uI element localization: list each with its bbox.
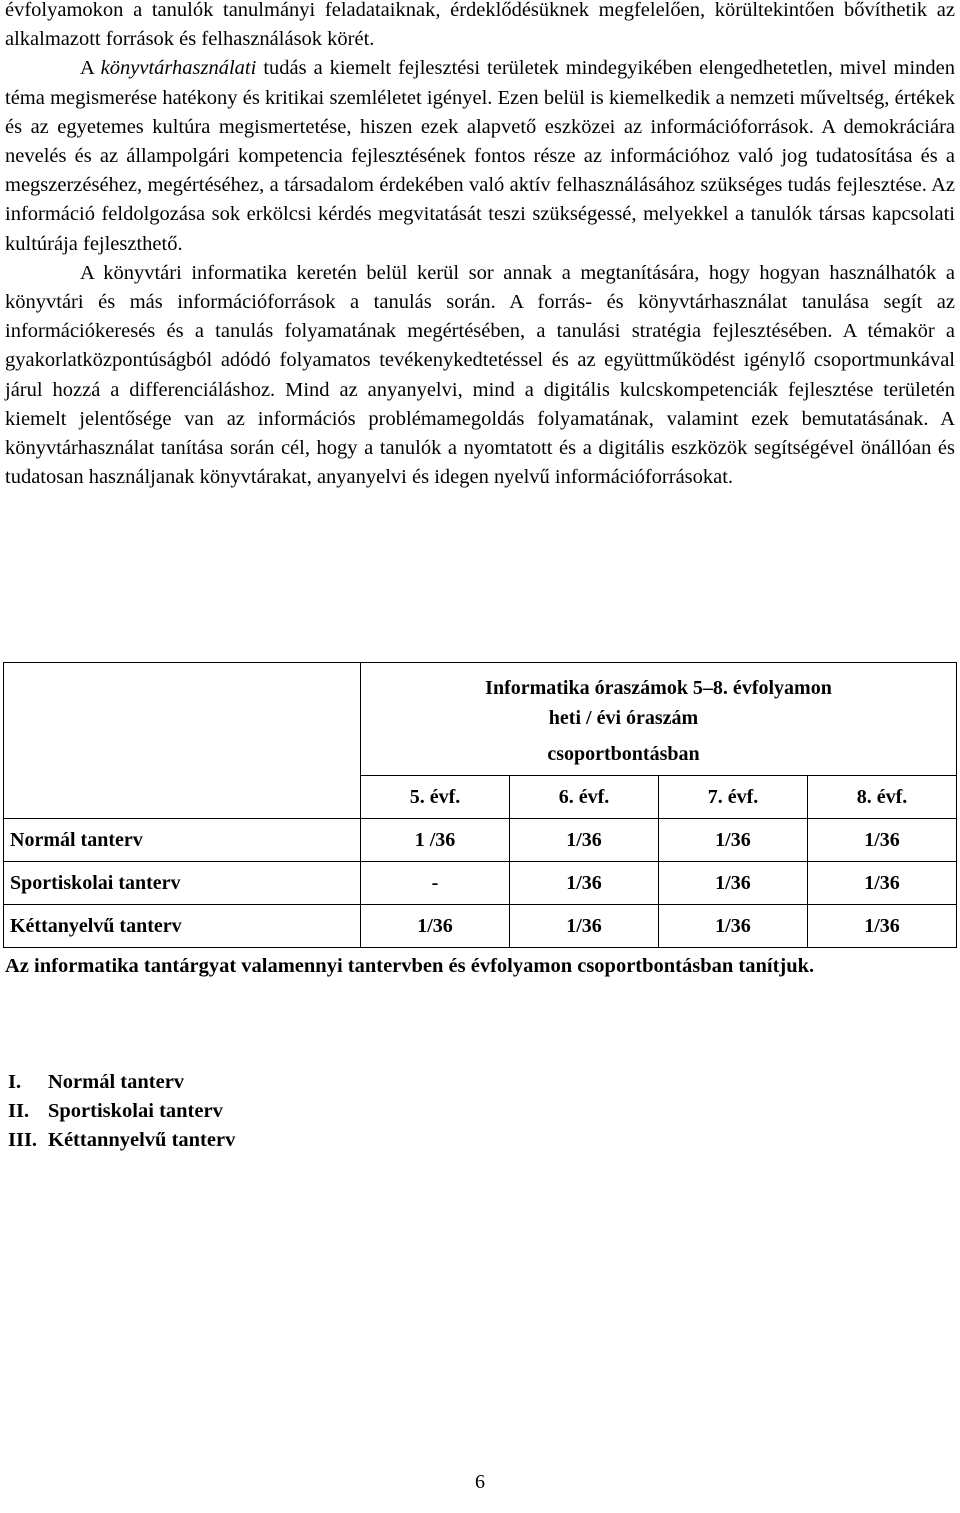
paragraph-3: A könyvtári informatika keretén belül kerül sor annak a megtanítására, hogy hogyan használhatók a könyvtári és más információforrások a tanulás során. A forrás- és könyvtárhasználat tanulása segít az információkeresés és a tanulás folyamatának megértésében, a tanulási stratégia fejlesztésében. A témakör a gyakorlatközpontúságból adódó folyamatos tevékenykedtetéssel és az együttműködést igénylő csoportmunkával járul hozzá a differenciáláshoz. Mind az anyanyelvi, mind a digitális kulcskompetenciák fejlesztése területén kiemelt jelentősége van az információs problémamegoldás folyamatának, valamint ezek bemutatásának. A könyvtárhasználat tanítása során cél, hogy a tanulók a nyomtatott és a digitális eszközök segítségével önállóan és tudatosan használjanak könyvtárakat, anyanyelvi és idegen nyelvű információforrásokat. — [5, 261, 955, 489]
list-label: Sportiskolai tanterv — [48, 1100, 223, 1122]
hours-table — [3, 662, 957, 948]
table-title: Informatika óraszámok 5–8. évfolyamon — [485, 677, 832, 699]
grouping-note: Az informatika tantárgyat valamennyi tantervben és évfolyamon csoportbontásban tanítjuk. — [5, 955, 815, 977]
row-value: 1/36 — [509, 862, 658, 905]
grade-header: 5. évf. — [361, 776, 510, 819]
table-subtitle: heti / évi óraszám — [548, 707, 699, 729]
paragraph-2-start: A — [80, 57, 94, 80]
row-value: - — [361, 862, 510, 905]
table-corner-cell — [4, 663, 361, 819]
curriculum-list — [8, 1068, 235, 1155]
paragraph-1: évfolyamokon a tanulók tanulmányi feladataiknak, érdeklődésüknek megfelelően, körültekintően bővíthetik az alkalmazott források és felhasználások körét. — [5, 0, 955, 51]
row-value: 1/36 — [658, 905, 807, 948]
row-value: 1/36 — [807, 862, 956, 905]
list-item — [8, 1097, 235, 1126]
paragraph-2-rest: tudás a kiemelt fejlesztési területek mindegyikében elengedhetetlen, mivel minden téma megismerése hatékony és kritikai szemléletet igényel. Ezen belül is kiemelkedik a nemzeti műveltség, értékek és az egyetemes kultúra megismertetése, hiszen ezek alapvető eszközei az információforrások. A demokráciára nevelés és az állampolgári kompetencia fejlesztésének fontos része az információhoz való jog tudatosítása és a megszerzéséhez, megértéséhez, a társadalom érdekében való aktív felhasználásához szükséges tudás fejlesztése. Az információ feldolgozása sok erkölcsi kérdés megvitatását teszi szükségessé, melyekkel a tanulók társas kapcsolati kultúrája fejleszthető. — [5, 57, 955, 255]
row-value: 1/36 — [509, 905, 658, 948]
grade-header: 8. évf. — [807, 776, 956, 819]
list-number: II. — [8, 1100, 30, 1122]
table-row — [4, 819, 957, 862]
row-value: 1/36 — [509, 819, 658, 862]
row-value: 1/36 — [807, 905, 956, 948]
table-header-row — [4, 663, 957, 776]
row-label: Normál tanterv — [4, 819, 361, 862]
list-item — [8, 1126, 235, 1155]
page-number: 6 — [475, 1471, 485, 1493]
row-label: Sportiskolai tanterv — [4, 862, 361, 905]
row-value: 1/36 — [807, 819, 956, 862]
list-item — [8, 1068, 235, 1097]
paragraph-2-italic: könyvtárhasználati — [100, 57, 257, 80]
list-number: III. — [8, 1129, 38, 1151]
grade-header: 7. évf. — [658, 776, 807, 819]
table-title-cell — [361, 663, 957, 776]
grade-header: 6. évf. — [509, 776, 658, 819]
row-label: Kéttanyelvű tanterv — [4, 905, 361, 948]
list-number: I. — [8, 1071, 22, 1093]
body-text — [5, 0, 955, 492]
row-value: 1 /36 — [361, 819, 510, 862]
paragraph-2 — [5, 54, 955, 258]
row-value: 1/36 — [658, 819, 807, 862]
table-row — [4, 905, 957, 948]
row-value: 1/36 — [361, 905, 510, 948]
table-row — [4, 862, 957, 905]
list-label: Normál tanterv — [48, 1071, 185, 1093]
list-label: Kéttannyelvű tanterv — [48, 1129, 236, 1151]
row-value: 1/36 — [658, 862, 807, 905]
table-subtitle-2: csoportbontásban — [547, 743, 700, 765]
